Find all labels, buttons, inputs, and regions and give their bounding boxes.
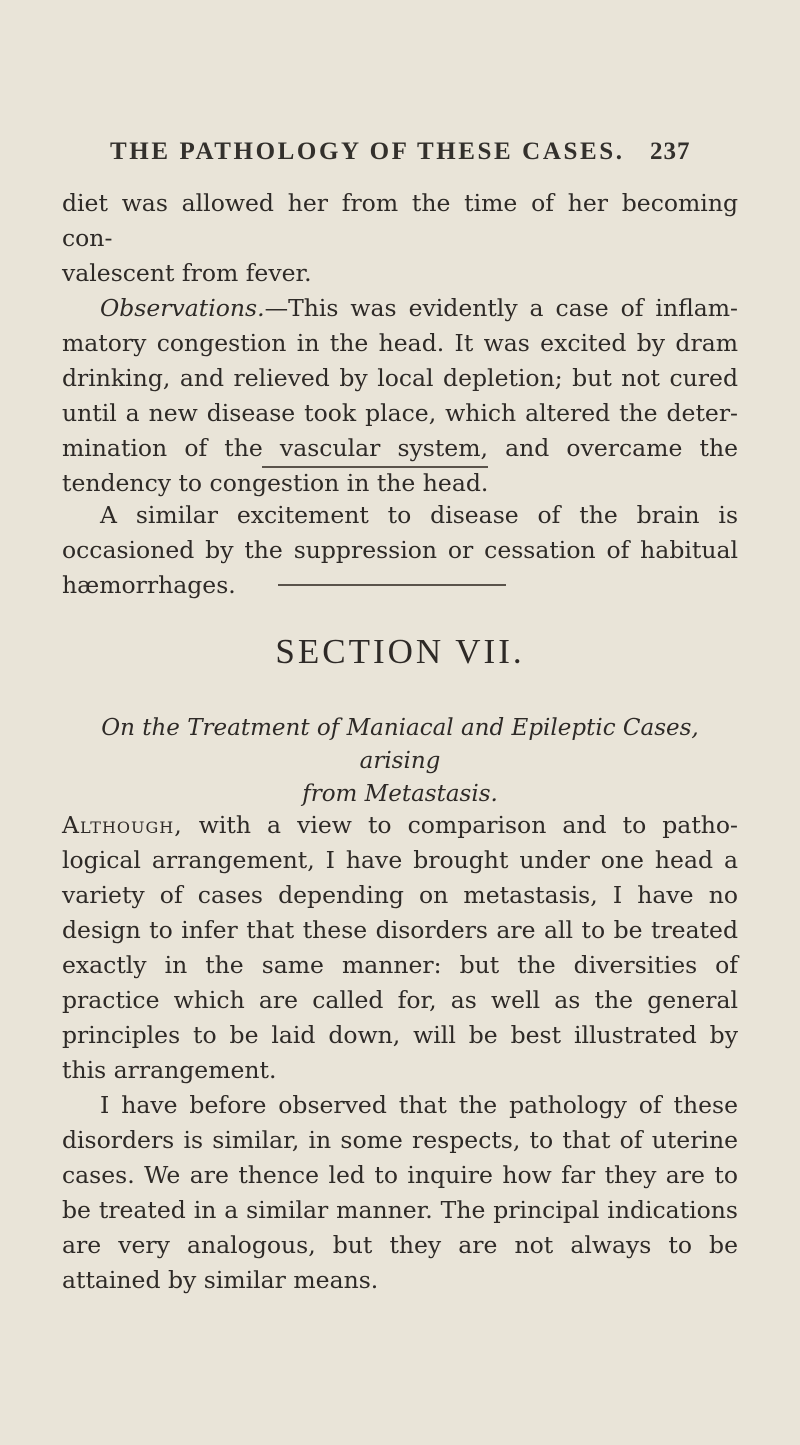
running-title: THE PATHOLOGY OF THESE CASES. (110, 138, 625, 165)
observations-label: Observations. (100, 294, 265, 322)
paragraph-pathology: I have before observed that the pathology of these disorders is similar, in some respects, to that of uterine cases. We are thence led to inquire how far they are to be treated in a similar manner. The principal indications are very analogous, but they are not always to be attained by similar means. (62, 1091, 738, 1294)
page-number: 237 (650, 138, 691, 165)
observations-paragraph (62, 291, 738, 501)
subtitle-line-1: On the Treatment of Maniacal and Epileptic Cases, arising (101, 715, 699, 774)
drop-word: Although, (62, 811, 183, 839)
subtitle-line-2: from Metastasis. (302, 781, 498, 807)
haemorrhage-paragraph-block (62, 498, 738, 603)
line-1: diet was allowed her from the time of her becoming con- (62, 189, 738, 252)
running-head (110, 138, 710, 166)
observations-dash: — (264, 294, 289, 322)
divider-rule-2 (278, 584, 506, 586)
divider-rule-1 (262, 466, 488, 468)
section-heading: SECTION VII. (275, 632, 525, 671)
paragraph-although (62, 808, 738, 1088)
case-conclusion-block (62, 186, 738, 501)
observations-text: This was evidently a case of inflam- matory congestion in the head. It was excited by dram drinking, and relieved by local depletion; but not cured until a new disease took place, which altered the deter- mination of the vascular system, and overcame the tendency to congestion in the head. (62, 294, 738, 497)
section-body (62, 808, 738, 1298)
paragraph-continuation (62, 186, 738, 291)
haemorrhage-paragraph: A similar excitement to disease of the brain is occasioned by the suppression or cessation of habitual hæmorrhages. (62, 501, 738, 599)
line-2: valescent from fever. (62, 259, 312, 287)
section-subtitle (62, 712, 738, 811)
paragraph-although-text: with a view to comparison and to patho- logical arrangement, I have brought under one head a variety of cases depending on metastasis, I have no design to infer that these disorders are all to be treated exactly in the same manner: but the diversities of practice which are called for, as well as the general principles to be laid down, will be best illustrated by this arrangement. (62, 811, 738, 1084)
